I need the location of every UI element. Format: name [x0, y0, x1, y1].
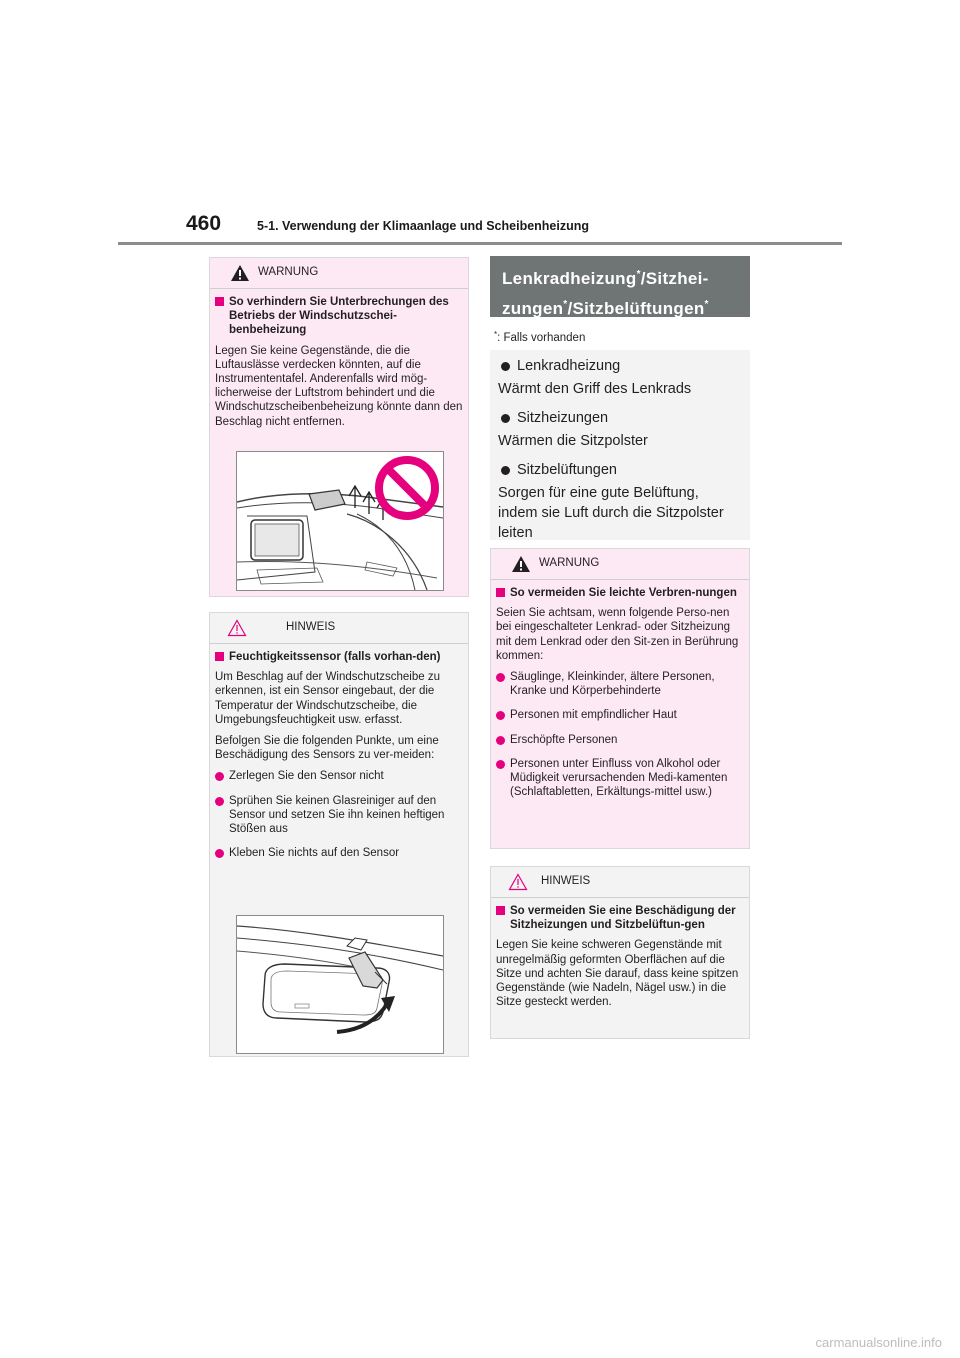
page-number: 460 — [186, 212, 222, 235]
list-item — [496, 757, 744, 800]
notice-header — [491, 867, 749, 898]
section-heading-part2: /Sitzhei- — [640, 269, 709, 288]
feature-title — [498, 460, 742, 480]
rearview-mirror-sensor-image — [237, 916, 443, 1053]
list-item-text: Erschöpfte Personen — [510, 733, 618, 746]
notice-body — [210, 644, 468, 876]
features-list — [490, 350, 750, 540]
notice-heading — [496, 904, 744, 932]
list-item-text: Personen mit empfindlicher Haut — [510, 709, 677, 722]
round-bullet-icon — [215, 797, 224, 806]
feature-title-text: Sitzbelüftungen — [517, 462, 617, 478]
section-heading-part1: Lenkradheizung — [502, 269, 637, 288]
warning-label: WARNUNG — [539, 557, 600, 569]
list-item — [215, 846, 463, 860]
sensor-illustration — [236, 915, 444, 1054]
round-bullet-icon — [501, 362, 510, 371]
round-bullet-icon — [501, 414, 510, 423]
feature-description: Wärmt den Griff des Lenkrads — [498, 381, 692, 397]
notice-heading — [215, 650, 463, 664]
warning-triangle-icon — [230, 264, 250, 282]
warning-heading-text: So vermeiden Sie leichte Verbren-nungen — [510, 587, 737, 599]
notice-box-seat-damage — [490, 866, 750, 1039]
warning-label: WARNUNG — [258, 266, 319, 278]
dashboard-illustration — [236, 451, 444, 591]
warning-body — [210, 289, 468, 442]
footnote-star: * — [704, 299, 709, 310]
round-bullet-icon — [215, 849, 224, 858]
section-heading — [490, 256, 750, 317]
notice-heading-text: Feuchtigkeitssensor (falls vorhan-den) — [229, 651, 441, 663]
warning-header — [491, 549, 749, 580]
square-bullet-icon — [215, 652, 224, 661]
notice-paragraph-2: Befolgen Sie die folgenden Punkte, um eine Beschädigung des Sensors zu ver-meiden: — [215, 735, 439, 762]
square-bullet-icon — [215, 297, 224, 306]
feature-description: Sorgen für eine gute Belüftung, indem sie Luft durch die Sitzpolster leiten — [498, 485, 724, 541]
section-heading-part3: zungen — [502, 299, 564, 318]
warning-box-defroster — [209, 257, 469, 597]
caution-triangle-icon — [508, 873, 528, 891]
footnote-star: * — [563, 299, 568, 310]
footnote-star: * — [636, 269, 641, 280]
notice-body — [491, 898, 749, 1022]
list-item-text: Sprühen Sie keinen Glasreiniger auf den Sensor und setzen Sie ihn keinen heftigen Stößen aus — [229, 794, 445, 836]
feature-title-text: Sitzheizungen — [517, 410, 609, 426]
round-bullet-icon — [501, 466, 510, 475]
warning-box-burns — [490, 548, 750, 849]
square-bullet-icon — [496, 906, 505, 915]
round-bullet-icon — [496, 760, 505, 769]
list-item-text: Personen unter Einfluss von Alkohol oder Müdigkeit verursachenden Medi-kamenten (Schlaftabletten, Erkältungs-mittel usw.) — [510, 757, 728, 799]
footnote-star: * — [494, 330, 498, 339]
header-divider — [118, 242, 842, 245]
footnote — [494, 330, 585, 344]
notice-label: HINWEIS — [286, 621, 336, 633]
notice-label: HINWEIS — [541, 875, 591, 887]
caution-triangle-icon — [227, 619, 247, 637]
notice-text: Legen Sie keine schweren Gegenstände mit unregelmäßig geformten Oberflächen auf die Sitze und achten Sie darauf, dass keine spitzen Gegenstände (wie Nadeln, Nägel usw.) in die Sitze gesteckt werden. — [496, 939, 739, 1009]
list-item-text: Säuglinge, Kleinkinder, ältere Personen, Kranke und Körperbehinderte — [510, 671, 715, 698]
list-item — [496, 708, 744, 722]
warning-heading-text: So verhindern Sie Unterbrechungen des Betriebs der Windschutzschei-benbeheizung — [229, 296, 449, 337]
warning-heading — [215, 295, 463, 338]
footnote-text: : Falls vorhanden — [497, 332, 586, 344]
chapter-title: 5-1. Verwendung der Klimaanlage und Scheibenheizung — [257, 219, 590, 233]
round-bullet-icon — [215, 772, 224, 781]
feature-description: Wärmen die Sitzpolster — [498, 433, 648, 449]
list-item — [496, 670, 744, 698]
warning-body — [491, 580, 749, 815]
list-item — [496, 733, 744, 747]
notice-box-humidity-sensor — [209, 612, 469, 1057]
watermark: carmanualsonline.info — [815, 1335, 942, 1350]
feature-title — [498, 356, 742, 376]
warning-triangle-icon — [511, 555, 531, 573]
warning-text: Seien Sie achtsam, wenn folgende Perso-nen bei eingeschalteter Lenkrad- oder Sitzheizung mit dem Lenkrad oder den Sit-zen in Berührung kommen: — [496, 607, 739, 662]
list-item-text: Kleben Sie nichts auf den Sensor — [229, 847, 400, 860]
square-bullet-icon — [496, 588, 505, 597]
round-bullet-icon — [496, 736, 505, 745]
notice-heading-text: So vermeiden Sie eine Beschädigung der Sitzheizungen und Sitzbelüftun-gen — [510, 905, 736, 932]
list-item — [215, 769, 463, 783]
list-item — [215, 794, 463, 837]
notice-header — [210, 613, 468, 644]
notice-paragraph-1: Um Beschlag auf der Windschutzscheibe zu erkennen, ist ein Sensor eingebaut, der die Temperatur der Windschutzscheibe, die Umgebungsfeuchtigkeit usw. erfasst. — [215, 671, 440, 726]
dashboard-with-object-image — [237, 452, 443, 590]
warning-heading — [496, 586, 744, 600]
feature-title — [498, 408, 742, 428]
round-bullet-icon — [496, 673, 505, 682]
section-heading-part4: /Sitzbelüftungen — [567, 299, 705, 318]
list-item-text: Zerlegen Sie den Sensor nicht — [229, 770, 384, 783]
feature-title-text: Lenkradheizung — [517, 358, 621, 374]
round-bullet-icon — [496, 711, 505, 720]
warning-text: Legen Sie keine Gegenstände, die die Luftauslässe verdecken könnten, auf die Instrumententafel. Anderenfalls wird mög-licherweise der Luftstrom behindert und die Windschutzscheibenbeheizung könnte dann den Beschlag nicht entfernen. — [215, 344, 463, 428]
warning-header — [210, 258, 468, 289]
